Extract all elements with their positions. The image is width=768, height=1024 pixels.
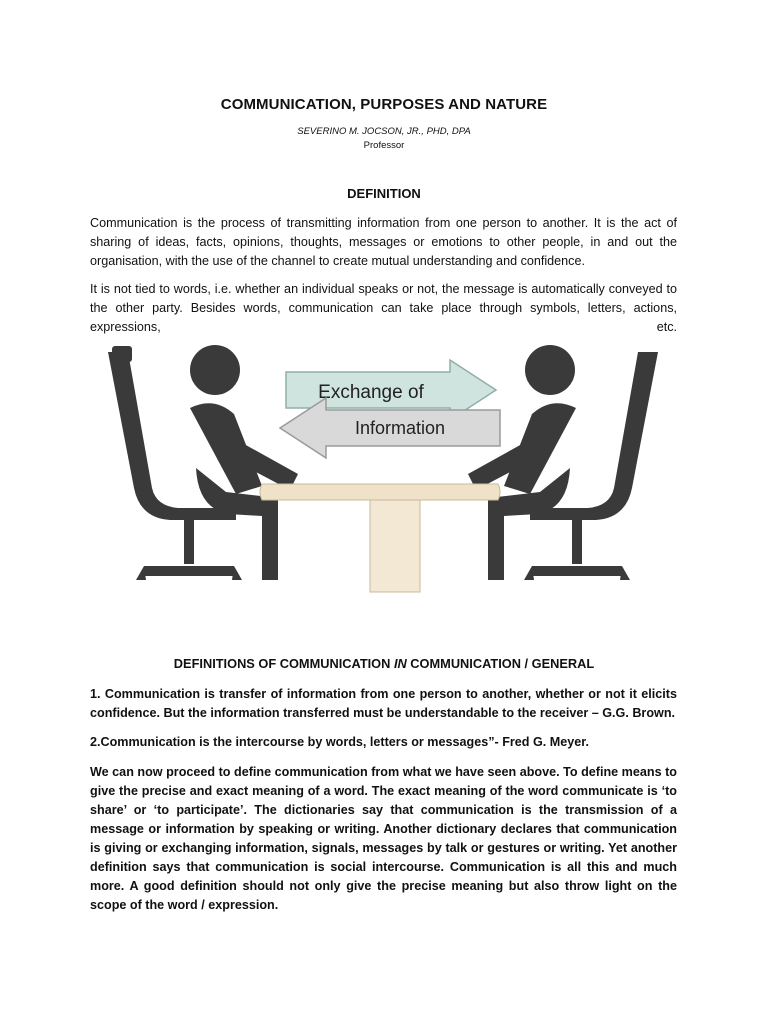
author-role: Professor: [363, 140, 405, 151]
arrow-label-exchange: Exchange of: [318, 382, 424, 403]
explanation-paragraph: We can now proceed to define communication from what we have seen above. To define means to give the precise and exact meaning of a word. The exact meaning of the word communicate is ‘to share’ or ‘to participate’. The dictionaries say that communication is the transmission of a message or information by speaking or writing. Another dictionary declares that communication is giving or exchanging information, signals, messages by talk or gestures or writing. Yet another definition says that communication is social intercourse. Communication is all this and much more. A good definition should not only give the precise meaning but also throw light on the scope of the word / expression.: [90, 765, 677, 912]
document-title: COMMUNICATION, PURPOSES AND NATURE: [220, 96, 548, 113]
right-person-icon: [468, 345, 576, 580]
definition-paragraph-2: It is not tied to words, i.e. whether an individual speaks or not, the message is automatically conveyed to the other party. Besides words, communication can take place through symbols, letters, actions, expressions, etc.: [90, 282, 677, 334]
author-name: SEVERINO M. JOCSON, JR., PHD, DPA: [297, 126, 471, 137]
section-heading-definitions: [0, 656, 768, 671]
heading-part-1: DEFINITIONS OF COMMUNICATION: [173, 656, 394, 671]
definition-item-2: 2.Communication is the intercourse by words, letters or messages”- Fred G. Meyer.: [90, 735, 590, 749]
heading-italic-in: IN: [393, 656, 407, 671]
communication-illustration: [86, 338, 680, 604]
arrow-label-information: Information: [354, 418, 446, 438]
definition-item-1: 1. Communication is transfer of information from one person to another, whether or not it elicits confidence. But the information transferred must be understandable to the receiver – G.G. Brown.: [90, 687, 677, 720]
heading-part-2: COMMUNICATION / GENERAL: [406, 656, 595, 671]
table-icon: [260, 484, 500, 592]
definition-paragraph-1: Communication is the process of transmitting information from one person to another. It is the act of sharing of ideas, facts, opinions, thoughts, messages or emotions to other people, in and out the organisation, with the use of the channel to create mutual understanding and confidence.: [90, 216, 677, 268]
section-heading-definition: DEFINITION: [347, 186, 421, 201]
